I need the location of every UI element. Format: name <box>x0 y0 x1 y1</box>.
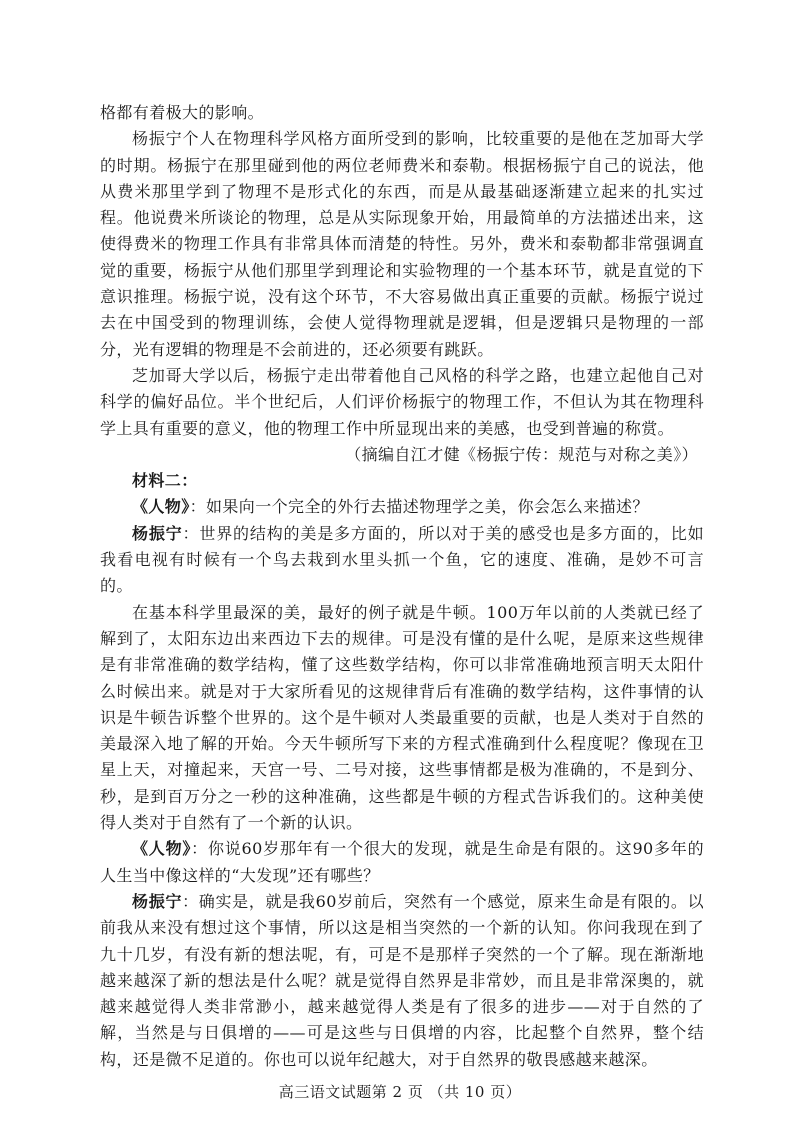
question-text: ：你说60岁那年有一个很大的发现，就是生命是有限的。这90多年的人生当中像这样的“大发现”还有哪些？ <box>100 839 704 885</box>
interview-question-1 <box>100 494 704 520</box>
answer-text: ：确实是，就是我60岁前后，突然有一个感觉，原来生命是有限的。以前我从来没有想过这个事情，所以这是相当突然的一个新的认知。你问我现在到了九十几岁，有没有新的想法呢，有，可是不是那样子突然的一个了解。现在渐渐地越来越深了新的想法是什么呢？就是觉得自然界是非常妙，而且是非常深奥的，就越来越觉得人类非常渺小，越来越觉得人类是有了很多的进步——对于自然的了解，当然是与日俱增的——可是这些与日俱增的内容，比起整个自然界，整个结构，还是微不足道的。你也可以说年纪越大，对于自然界的敬畏感越来越深。 <box>100 891 704 1069</box>
speaker-label: 《人物》 <box>132 839 192 859</box>
answer-text: ：世界的结构的美是多方面的，所以对于美的感受也是多方面的，比如我看电视有时候有一个鸟去栽到水里头抓一个鱼，它的速度、准确，是妙不可言的。 <box>100 523 704 596</box>
paragraph-chicago-influence: 杨振宁个人在物理科学风格方面所受到的影响，比较重要的是他在芝加哥大学的时期。杨振宁在那里碰到他的两位老师费米和泰勒。根据杨振宁自己的说法，他从费米那里学到了物理不是形式化的东西，而是从最基础逐渐建立起来的扎实过程。他说费米所谈论的物理，总是从实际现象开始，用最简单的方法描述出来，这使得费米的物理工作具有非常具体而清楚的特性。另外，费米和泰勒都非常强调直觉的重要，杨振宁从他们那里学到理论和实验物理的一个基本环节，就是直觉的下意识推理。杨振宁说，没有这个环节，不大容易做出真正重要的贡献。杨振宁说过去在中国受到的物理训练，会使人觉得物理就是逻辑，但是逻辑只是物理的一部分，光有逻辑的物理是不会前进的，还必须要有跳跃。 <box>100 129 704 359</box>
article-body <box>100 100 704 1073</box>
interview-answer-1-continued: 在基本科学里最深的美，最好的例子就是牛顿。100万年以前的人类就已经了解到了，太阳东边出来西边下去的规律。可是没有懂的是什么呢，是原来这些规律是有非常准确的数学结构，懂了这些数学结构，你可以非常准确地预言明天太阳什么时候出来。就是对于大家所看见的这规律背后有准确的数学结构，这件事情的认识是牛顿告诉整个世界的。这个是牛顿对人类最重要的贡献，也是人类对于自然的美最深入地了解的开始。今天牛顿所写下来的方程式准确到什么程度呢？像现在卫星上天，对撞起来，天宫一号、二号对接，这些事情都是极为准确的，不是到分、秒，是到百万分之一秒的这种准确，这些都是牛顿的方程式告诉我们的。这种美使得人类对于自然有了一个新的认识。 <box>100 602 704 833</box>
question-text: ：如果向一个完全的外行去描述物理学之美，你会怎么来描述？ <box>189 497 649 517</box>
paragraph-continuation: 格都有着极大的影响。 <box>100 103 265 122</box>
interview-question-2 <box>100 836 704 889</box>
speaker-label: 《人物》 <box>132 497 190 517</box>
source-citation: （摘编自江才健《杨振宁传：规范与对称之美》） <box>345 444 698 464</box>
speaker-label: 杨振宁 <box>132 523 183 543</box>
speaker-label: 杨振宁 <box>132 891 183 911</box>
interview-answer-2 <box>100 889 704 1073</box>
interview-answer-1 <box>100 521 704 600</box>
paragraph-own-style: 芝加哥大学以后，杨振宁走出带着他自己风格的科学之路，也建立起他自己对科学的偏好品位。半个世纪后，人们评价杨振宁的物理工作，不但认为其在物理科学上具有重要的意义，他的物理工作中所显现出来的美感，也受到普遍的称赏。 <box>100 365 704 438</box>
material-two-heading: 材料二： <box>132 471 198 491</box>
page-footer: 高三语文试题第 2 页 （共 10 页） <box>278 1083 522 1101</box>
